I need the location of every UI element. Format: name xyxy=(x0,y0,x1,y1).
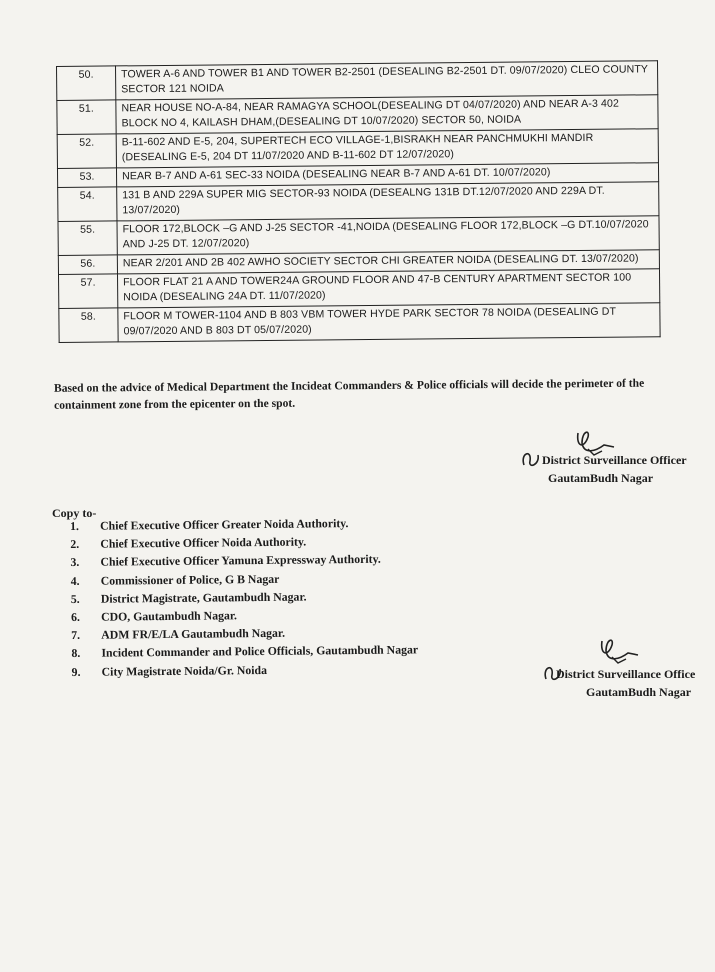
table-row xyxy=(57,95,658,135)
row-address: FLOOR M TOWER-1104 AND B 803 VBM TOWER HYDE PARK SECTOR 78 NOIDA (DESEALING DT 09/07/2020 AND B 803 DT 05/07/2020) xyxy=(118,303,660,342)
signature-title: District Surveillance Officer xyxy=(542,453,687,467)
table-row xyxy=(59,269,660,309)
containment-zone-table xyxy=(56,60,661,343)
list-item-text: ADM FR/E/LA Gautambudh Nagar. xyxy=(101,625,286,642)
list-item-number: 8. xyxy=(71,646,81,661)
row-address: FLOOR FLAT 21 A AND TOWER24A GROUND FLOOR AND 47-B CENTURY APARTMENT SECTOR 100 NOIDA (DESEALING 24A DT. 11/07/2020) xyxy=(117,269,659,308)
row-number: 55. xyxy=(58,221,117,256)
list-item-number: 1. xyxy=(70,518,80,533)
row-number: 52. xyxy=(57,134,116,169)
signature-place: GautamBudh Nagar xyxy=(586,685,692,699)
row-address: 131 B AND 229A SUPER MIG SECTOR-93 NOIDA (DESEALNG 131B DT.12/07/2020 AND 229A DT. 13/07/2020) xyxy=(117,182,659,221)
row-address: FLOOR 172,BLOCK –G AND J-25 SECTOR -41,NOIDA (DESEALING FLOOR 172,BLOCK –G DT.10/07/2020 AND J-25 DT. 12/07/2020) xyxy=(117,216,659,255)
containment-note: Based on the advice of Medical Department the Incideat Commanders & Police officials will decide the perimeter of the containment zone from the epicenter on the spot. xyxy=(53,376,645,412)
table-row xyxy=(57,129,658,169)
list-item-number: 2. xyxy=(70,537,80,552)
list-item-text: Commissioner of Police, G B Nagar xyxy=(100,571,280,588)
list-item-number: 6. xyxy=(70,609,80,625)
table-row xyxy=(59,303,660,343)
list-item-number: 4. xyxy=(70,573,80,588)
row-number: 54. xyxy=(58,187,117,222)
list-item-text: CDO, Gautambudh Nagar. xyxy=(100,608,238,624)
signature-block-top xyxy=(518,425,715,495)
list-item-text: Chief Executive Officer Yamuna Expressway Authority. xyxy=(100,552,381,570)
signature-title: District Surveillance Office xyxy=(556,667,696,681)
row-address: NEAR B-7 AND A-61 SEC-33 NOIDA (DESEALING NEAR B-7 AND A-61 DT. 10/07/2020) xyxy=(116,163,658,187)
copy-to-heading: Copy to- xyxy=(52,506,97,520)
row-number: 57. xyxy=(59,274,118,309)
row-number: 50. xyxy=(57,66,116,101)
table-row xyxy=(58,182,659,222)
list-item-text: Chief Executive Officer Greater Noida Authority. xyxy=(100,516,349,533)
signature-block-bottom xyxy=(540,635,715,705)
row-number: 53. xyxy=(57,168,116,188)
row-address: B-11-602 AND E-5, 204, SUPERTECH ECO VILLAGE-1,BISRAKH NEAR PANCHMUKHI MANDIR (DESEALING E-5, 204 DT 11/07/2020 AND B-11-602 DT 12/07/2020) xyxy=(116,129,658,168)
list-item-number: 5. xyxy=(70,591,80,606)
row-number: 51. xyxy=(57,100,116,135)
list-item-text: Incident Commander and Police Officials, Gautambudh Nagar xyxy=(101,642,419,661)
list-item-number: 7. xyxy=(71,628,81,643)
row-address: NEAR HOUSE NO-A-84, NEAR RAMAGYA SCHOOL(DESEALING DT 04/07/2020) AND NEAR A-3 402 BLOCK NO 4, KAILASH DHAM,(DESEALING DT 10/07/2020) SECTOR 50, NOIDA xyxy=(116,95,658,134)
row-address: TOWER A-6 AND TOWER B1 AND TOWER B2-2501 (DESEALING B2-2501 DT. 09/07/2020) CLEO COUNTY SECTOR 121 NOIDA xyxy=(116,61,658,100)
list-item-number: 3. xyxy=(70,555,80,570)
table-row xyxy=(57,61,658,101)
row-address: NEAR 2/201 AND 2B 402 AWHO SOCIETY SECTOR CHI GREATER NOIDA (DESEALING DT. 13/07/2020) xyxy=(117,250,659,274)
list-item-text: District Magistrate, Gautambudh Nagar. xyxy=(100,589,307,606)
signature-place: GautamBudh Nagar xyxy=(548,471,654,485)
row-number: 58. xyxy=(59,308,118,343)
table-row xyxy=(58,216,659,256)
copy-to-list xyxy=(70,512,542,681)
row-number: 56. xyxy=(58,255,117,275)
list-item-number: 9. xyxy=(71,664,81,679)
list-item-text: Chief Executive Officer Noida Authority. xyxy=(100,534,307,551)
list-item-text: City Magistrate Noida/Gr. Noida xyxy=(101,662,268,679)
